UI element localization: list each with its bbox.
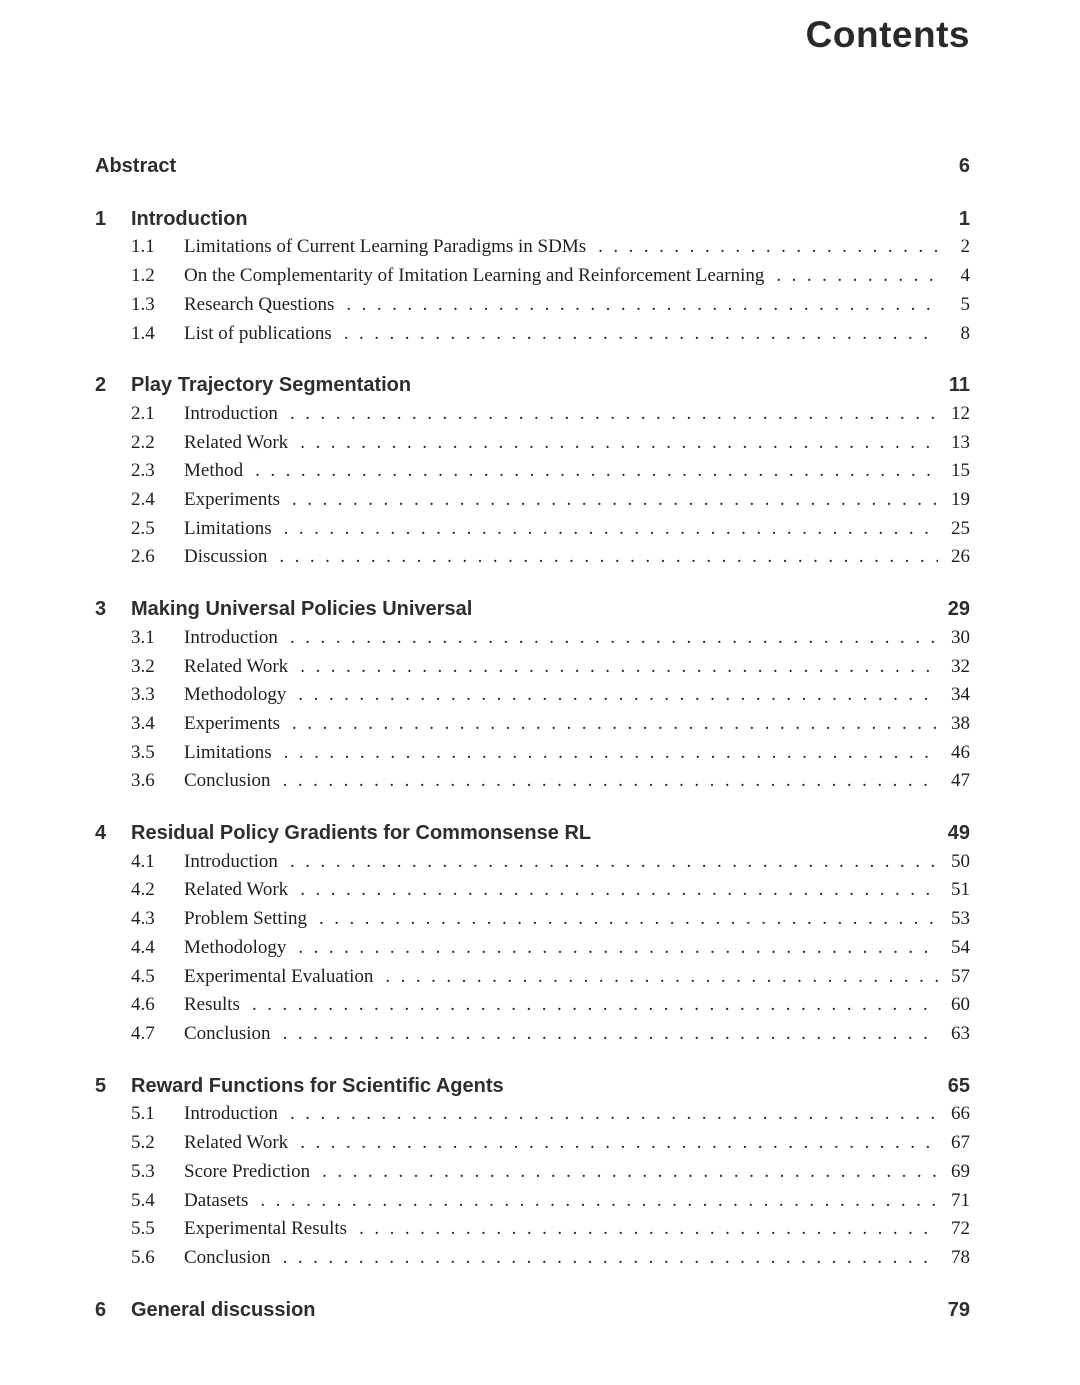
toc-section-title: Limitations bbox=[184, 517, 272, 539]
toc-entry-section[interactable] bbox=[131, 429, 970, 458]
toc-dot-leader bbox=[307, 905, 938, 934]
toc-section-title: Limitations bbox=[184, 741, 272, 763]
toc-section-title: Methodology bbox=[184, 936, 287, 958]
toc-entry-section[interactable] bbox=[131, 624, 970, 653]
toc-entry-section[interactable] bbox=[131, 1244, 970, 1273]
toc-section-title: List of publications bbox=[184, 322, 332, 344]
toc-entry-section[interactable] bbox=[131, 963, 970, 992]
toc-entry-page-number: 47 bbox=[951, 770, 970, 792]
toc-section-number: 2.1 bbox=[131, 402, 155, 424]
toc-entry-page-number: 60 bbox=[951, 994, 970, 1016]
toc-chapter-title: Residual Policy Gradients for Commonsense RL bbox=[131, 822, 592, 845]
toc-chapter-title: Play Trajectory Segmentation bbox=[131, 374, 412, 397]
toc-entry-page-number: 71 bbox=[951, 1189, 970, 1211]
toc-section-title: Results bbox=[184, 994, 240, 1016]
toc-dot-leader bbox=[288, 876, 938, 905]
toc-entry-page-number: 79 bbox=[947, 1298, 970, 1321]
toc-dot-leader bbox=[271, 1244, 938, 1273]
toc-section-title: Conclusion bbox=[184, 1246, 271, 1268]
toc-chapter-number: 6 bbox=[95, 1298, 107, 1321]
toc-section-title: Introduction bbox=[184, 1103, 278, 1125]
toc-entry-page-number: 12 bbox=[951, 402, 970, 424]
toc-entry-section[interactable] bbox=[131, 515, 970, 544]
toc-section-number: 4.6 bbox=[131, 994, 155, 1016]
toc-dot-leader bbox=[288, 1129, 938, 1158]
toc-entry-page-number: 53 bbox=[951, 908, 970, 930]
toc-dot-leader bbox=[288, 429, 938, 458]
toc-section-number: 2.6 bbox=[131, 546, 155, 568]
toc-entry-page-number: 32 bbox=[951, 655, 970, 677]
toc-dot-leader bbox=[267, 543, 938, 572]
toc-entry-page-number: 26 bbox=[951, 546, 970, 568]
toc-dot-leader bbox=[347, 1215, 938, 1244]
toc-entry-chapter[interactable] bbox=[95, 205, 970, 234]
toc-entry-section[interactable] bbox=[131, 1158, 970, 1187]
toc-entry-section[interactable] bbox=[131, 320, 970, 349]
toc-dot-leader bbox=[271, 767, 938, 796]
toc-dot-leader bbox=[248, 1187, 938, 1216]
toc-section-title: Related Work bbox=[184, 655, 289, 677]
toc-entry-section[interactable] bbox=[131, 1129, 970, 1158]
toc-section-number: 2.2 bbox=[131, 431, 155, 453]
toc-entry-page-number: 25 bbox=[951, 517, 970, 539]
toc-chapter-title: Introduction bbox=[131, 207, 248, 230]
toc-section-number: 2.4 bbox=[131, 489, 155, 511]
toc-section-title: Datasets bbox=[184, 1189, 249, 1211]
toc-entry-chapter[interactable] bbox=[95, 1072, 970, 1101]
toc-section-title: Experimental Results bbox=[184, 1218, 348, 1240]
toc-dot-leader bbox=[272, 515, 938, 544]
toc-entry-page-number: 38 bbox=[951, 712, 970, 734]
toc-entry-section[interactable] bbox=[131, 1215, 970, 1244]
toc-section-number: 3.5 bbox=[131, 741, 155, 763]
toc-dot-leader bbox=[764, 262, 938, 291]
toc-section-title: Experimental Evaluation bbox=[184, 965, 374, 987]
toc-entry-page-number: 63 bbox=[951, 1022, 970, 1044]
toc-section-number: 2.3 bbox=[131, 460, 155, 482]
toc-section-title: Introduction bbox=[184, 626, 278, 648]
toc-dot-leader bbox=[278, 400, 938, 429]
toc-dot-leader bbox=[280, 710, 938, 739]
toc-section-title: Related Work bbox=[184, 879, 289, 901]
toc-dot-leader bbox=[240, 991, 938, 1020]
toc-section-number: 4.4 bbox=[131, 936, 155, 958]
toc-section-number: 5.6 bbox=[131, 1246, 155, 1268]
toc-entry-section[interactable] bbox=[131, 710, 970, 739]
toc-section-title: Research Questions bbox=[184, 293, 335, 315]
toc-dot-leader bbox=[272, 739, 938, 768]
toc-entry-page-number: 5 bbox=[960, 293, 970, 315]
toc-section-number: 2.5 bbox=[131, 517, 155, 539]
toc-entry-page-number: 34 bbox=[951, 684, 970, 706]
toc-entry-page-number: 67 bbox=[951, 1132, 970, 1154]
toc-chapter-title: General discussion bbox=[131, 1298, 316, 1321]
toc-entry-page-number: 19 bbox=[951, 489, 970, 511]
toc-entry-page-number: 6 bbox=[958, 155, 970, 177]
toc-dot-leader bbox=[286, 681, 938, 710]
toc-entry-page-number: 50 bbox=[951, 850, 970, 872]
toc-entry-page-number: 78 bbox=[951, 1246, 970, 1268]
toc-entry-page-number: 69 bbox=[951, 1160, 970, 1182]
toc-entry-page-number: 30 bbox=[951, 626, 970, 648]
toc-entry-page-number: 65 bbox=[947, 1074, 970, 1097]
toc-section-title: Method bbox=[184, 460, 244, 482]
toc-entry-section[interactable] bbox=[131, 1100, 970, 1129]
toc-entry-section[interactable] bbox=[131, 1187, 970, 1216]
toc-chapter-number: 5 bbox=[95, 1074, 107, 1097]
toc-dot-leader bbox=[586, 233, 938, 262]
toc-entry-section[interactable] bbox=[131, 291, 970, 320]
toc-section-title: Experiments bbox=[184, 712, 281, 734]
toc-chapter-number: 3 bbox=[95, 598, 107, 621]
toc-entry-chapter[interactable] bbox=[95, 371, 970, 400]
toc-section-number: 1.3 bbox=[131, 293, 155, 315]
toc-entry-page-number: 49 bbox=[947, 822, 970, 845]
toc-entry-page-number: 1 bbox=[958, 207, 970, 230]
toc-section-number: 5.2 bbox=[131, 1132, 155, 1154]
toc-section-title: Discussion bbox=[184, 546, 268, 568]
toc-dot-leader bbox=[288, 653, 938, 682]
toc-section-title: On the Complementarity of Imitation Learning and Reinforcement Learning bbox=[184, 265, 765, 287]
toc-dot-leader bbox=[243, 457, 938, 486]
toc-entry-section[interactable] bbox=[131, 400, 970, 429]
toc-entry-chapter[interactable] bbox=[95, 819, 970, 848]
toc-entry-section[interactable] bbox=[131, 262, 970, 291]
toc-dot-leader bbox=[280, 486, 938, 515]
toc-section-number: 4.7 bbox=[131, 1022, 155, 1044]
toc-entry-chapter[interactable] bbox=[95, 595, 970, 624]
toc-entry-page-number: 72 bbox=[951, 1218, 970, 1240]
toc-dot-leader bbox=[332, 320, 938, 349]
toc-entry-chapter[interactable] bbox=[95, 1296, 970, 1325]
toc-entry-page-number: 8 bbox=[960, 322, 970, 344]
toc-section-number: 1.4 bbox=[131, 322, 155, 344]
toc-section-number: 3.4 bbox=[131, 712, 155, 734]
toc-entry-section[interactable] bbox=[131, 767, 970, 796]
toc-section-title: Introduction bbox=[184, 850, 278, 872]
toc-entry-page-number: 51 bbox=[951, 879, 970, 901]
toc-entry-section[interactable] bbox=[131, 486, 970, 515]
toc-section-number: 3.1 bbox=[131, 626, 155, 648]
toc-section-title: Problem Setting bbox=[184, 908, 307, 930]
toc-dot-leader bbox=[334, 291, 938, 320]
table-of-contents bbox=[95, 152, 970, 1324]
toc-section-number: 4.1 bbox=[131, 850, 155, 872]
toc-dot-leader bbox=[278, 848, 938, 877]
toc-entry-section[interactable] bbox=[131, 233, 970, 262]
toc-entry-page-number: 57 bbox=[951, 965, 970, 987]
toc-section-title: Related Work bbox=[184, 1132, 289, 1154]
toc-section-number: 3.3 bbox=[131, 684, 155, 706]
toc-section-number: 1.1 bbox=[131, 236, 155, 258]
toc-section-number: 3.6 bbox=[131, 770, 155, 792]
toc-entry-section[interactable] bbox=[131, 681, 970, 710]
toc-dot-leader bbox=[373, 963, 938, 992]
toc-dot-leader bbox=[271, 1020, 938, 1049]
toc-chapter-number: 4 bbox=[95, 822, 107, 845]
toc-entry-page-number: 46 bbox=[951, 741, 970, 763]
toc-entry-section[interactable] bbox=[131, 739, 970, 768]
toc-entry-page-number: 66 bbox=[951, 1103, 970, 1125]
toc-entry-label: Abstract bbox=[95, 155, 177, 177]
toc-entry-section[interactable] bbox=[131, 543, 970, 572]
toc-chapter-title: Reward Functions for Scientific Agents bbox=[131, 1074, 504, 1097]
toc-entry-front-matter[interactable] bbox=[95, 152, 970, 181]
toc-section-title: Experiments bbox=[184, 489, 281, 511]
toc-entry-page-number: 29 bbox=[947, 598, 970, 621]
toc-section-title: Conclusion bbox=[184, 1022, 271, 1044]
toc-chapter-number: 2 bbox=[95, 374, 107, 397]
toc-dot-leader bbox=[310, 1158, 938, 1187]
toc-section-title: Conclusion bbox=[184, 770, 271, 792]
toc-section-number: 4.5 bbox=[131, 965, 155, 987]
toc-chapter-title: Making Universal Policies Universal bbox=[131, 598, 473, 621]
toc-section-number: 5.3 bbox=[131, 1160, 155, 1182]
toc-section-title: Introduction bbox=[184, 402, 278, 424]
toc-section-number: 4.3 bbox=[131, 908, 155, 930]
toc-section-number: 1.2 bbox=[131, 265, 155, 287]
toc-entry-section[interactable] bbox=[131, 905, 970, 934]
toc-entry-page-number: 13 bbox=[951, 431, 970, 453]
toc-section-number: 3.2 bbox=[131, 655, 155, 677]
toc-entry-page-number: 54 bbox=[951, 936, 970, 958]
toc-entry-section[interactable] bbox=[131, 991, 970, 1020]
toc-dot-leader bbox=[286, 934, 938, 963]
toc-chapter-number: 1 bbox=[95, 207, 107, 230]
toc-entry-section[interactable] bbox=[131, 653, 970, 682]
toc-entry-page-number: 11 bbox=[948, 374, 970, 397]
toc-section-number: 5.5 bbox=[131, 1218, 155, 1240]
toc-section-title: Score Prediction bbox=[184, 1160, 311, 1182]
toc-section-title: Related Work bbox=[184, 431, 289, 453]
toc-section-title: Methodology bbox=[184, 684, 287, 706]
toc-entry-section[interactable] bbox=[131, 934, 970, 963]
toc-section-number: 5.1 bbox=[131, 1103, 155, 1125]
toc-dot-leader bbox=[278, 624, 938, 653]
toc-section-title: Limitations of Current Learning Paradigms in SDMs bbox=[184, 236, 587, 258]
toc-section-number: 5.4 bbox=[131, 1189, 155, 1211]
toc-dot-leader bbox=[278, 1100, 938, 1129]
toc-section-number: 4.2 bbox=[131, 879, 155, 901]
page-title: Contents bbox=[805, 14, 970, 55]
toc-entry-section[interactable] bbox=[131, 876, 970, 905]
toc-entry-page-number: 15 bbox=[951, 460, 970, 482]
toc-entry-section[interactable] bbox=[131, 848, 970, 877]
toc-entry-page-number: 4 bbox=[960, 265, 970, 287]
toc-entry-section[interactable] bbox=[131, 1020, 970, 1049]
toc-entry-page-number: 2 bbox=[960, 236, 970, 258]
toc-entry-section[interactable] bbox=[131, 457, 970, 486]
